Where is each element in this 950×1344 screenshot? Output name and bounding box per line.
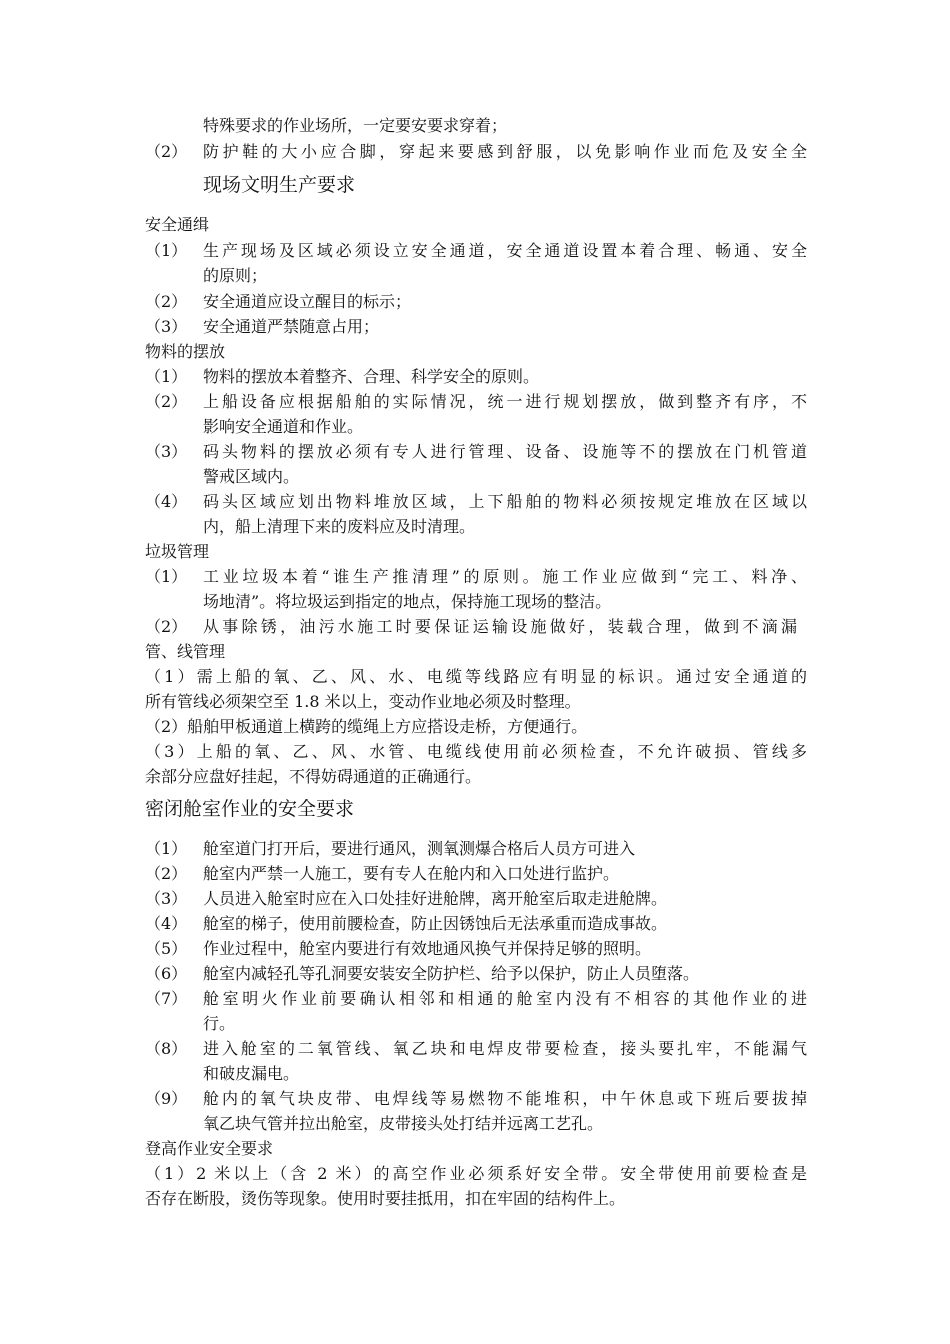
list-item-text: （1）2 米以上（含 2 米）的高空作业必须系好安全带。安全带使用前要检查是 xyxy=(145,1164,807,1183)
list-item-text: 进入舱室的二氧管线、氧乙块和电焊皮带要检查，接头要扎牢，不能漏气 xyxy=(203,1039,807,1058)
sub-heading: 管、线管理 xyxy=(145,642,226,661)
list-item-text-cont: 余部分应盘好挂起，不得妨碍通道的正确通行。 xyxy=(145,767,482,786)
list-number: （2） xyxy=(145,142,188,161)
list-number: （3） xyxy=(145,889,188,908)
list-item-text-cont: 和破皮漏电。 xyxy=(203,1064,300,1083)
list-number: （9） xyxy=(145,1089,188,1108)
list-number: （2） xyxy=(145,392,188,411)
list-item-text: 舱内的氧气块皮带、电焊线等易燃物不能堆积，中午休息或下班后要拔掉 xyxy=(203,1089,807,1108)
list-item-text: 舱室的梯子，使用前腰检查，防止因锈蚀后无法承重而造成事故。 xyxy=(203,914,668,933)
list-item-text-cont: 内，船上清理下来的废料应及时清理。 xyxy=(203,517,476,536)
list-item-text: 作业过程中，舱室内要进行有效地通风换气并保持足够的照明。 xyxy=(203,939,652,958)
list-number: （1） xyxy=(145,241,188,260)
list-item-text: 码头区域应划出物料堆放区域，上下船舶的物料必须按规定堆放在区域以 xyxy=(203,492,807,511)
list-item-text: 人员进入舱室时应在入口处挂好进舱牌，离开舱室后取走进舱牌。 xyxy=(203,889,668,908)
list-item-text: 舱室内减轻孔等孔洞要安装安全防护栏、给予以保护，防止人员堕落。 xyxy=(203,964,700,983)
list-item-text-cont: 场地清”。将垃圾运到指定的地点，保持施工现场的整洁。 xyxy=(203,592,612,611)
list-item-text-cont: 行。 xyxy=(203,1014,236,1033)
list-item-text-cont: 警戒区域内。 xyxy=(203,467,300,486)
list-item-text: （2）船舶甲板通道上横跨的缆绳上方应搭设走桥，方便通行。 xyxy=(145,717,588,736)
list-item-text: 上船设备应根据船舶的实际情况，统一进行规划摆放，做到整齐有序，不 xyxy=(203,392,807,411)
list-number: （3） xyxy=(145,317,188,336)
list-item-text: 码头物料的摆放必须有专人进行管理、设备、设施等不的摆放在门机管道 xyxy=(203,442,807,461)
list-number: （2） xyxy=(145,292,188,311)
sub-heading: 安全通缉 xyxy=(145,215,210,234)
list-item-text: 物料的摆放本着整齐、合理、科学安全的原则。 xyxy=(203,367,540,386)
list-number: （7） xyxy=(145,989,188,1008)
section-title: 现场文明生产要求 xyxy=(203,174,356,196)
paragraph-continuation: 特殊要求的作业场所，一定要安要求穿着； xyxy=(203,116,508,135)
list-item-text-cont: 氧乙块气管并拉出舱室，皮带接头处打结并远离工艺孔。 xyxy=(203,1114,604,1133)
list-item-text-cont: 所有管线必须架空至 1.8 米以上，变动作业地必须及时整理。 xyxy=(145,692,581,711)
list-number: （1） xyxy=(145,567,188,586)
list-item-text: 舱室明火作业前要确认相邻和相通的舱室内没有不相容的其他作业的进 xyxy=(203,989,807,1008)
list-item-text: （1）需上船的氧、乙、风、水、电缆等线路应有明显的标识。通过安全通道的 xyxy=(145,667,807,686)
list-number: （3） xyxy=(145,442,188,461)
list-item-text: （3）上船的氧、乙、风、水管、电缆线使用前必须检查，不允许破损、管线多 xyxy=(145,742,807,761)
list-item-text: 生产现场及区域必须设立安全通道，安全通道设置本着合理、畅通、安全 xyxy=(203,241,807,260)
list-number: （8） xyxy=(145,1039,188,1058)
list-item-text-cont: 否存在断股，烫伤等现象。使用时要挂抵用，扣在牢固的结构件上。 xyxy=(145,1189,626,1208)
list-number: （6） xyxy=(145,964,188,983)
list-number: （4） xyxy=(145,492,188,511)
section-title: 密闭舱室作业的安全要求 xyxy=(145,798,355,820)
list-item-text: 工业垃圾本着“谁生产推清理”的原则。施工作业应做到“完工、料净、 xyxy=(203,567,807,586)
list-number: （2） xyxy=(145,864,188,883)
list-item-text: 安全通道应设立醒目的标示； xyxy=(203,292,412,311)
list-item-text: 舱室内严禁一人施工，要有专人在舱内和入口处进行监护。 xyxy=(203,864,620,883)
list-number: （5） xyxy=(145,939,188,958)
list-item-text: 防护鞋的大小应合脚，穿起来要感到舒服，以免影响作业而危及安全全 xyxy=(203,142,807,161)
list-item-text-cont: 影响安全通道和作业。 xyxy=(203,417,364,436)
list-item-text: 安全通道严禁随意占用； xyxy=(203,317,380,336)
list-item-text: 从事除锈，油污水施工时要保证运输设施做好，装载合理，做到不滴漏 xyxy=(203,617,797,636)
list-number: （1） xyxy=(145,839,188,858)
sub-heading: 垃圾管理 xyxy=(145,542,210,561)
list-number: （4） xyxy=(145,914,188,933)
sub-heading: 登高作业安全要求 xyxy=(145,1139,274,1158)
list-number: （2） xyxy=(145,617,188,636)
list-item-text-cont: 的原则； xyxy=(203,266,268,285)
list-item-text: 舱室道门打开后，要进行通风，测氧测爆合格后人员方可进入 xyxy=(203,839,636,858)
sub-heading: 物料的摆放 xyxy=(145,342,226,361)
list-number: （1） xyxy=(145,367,188,386)
